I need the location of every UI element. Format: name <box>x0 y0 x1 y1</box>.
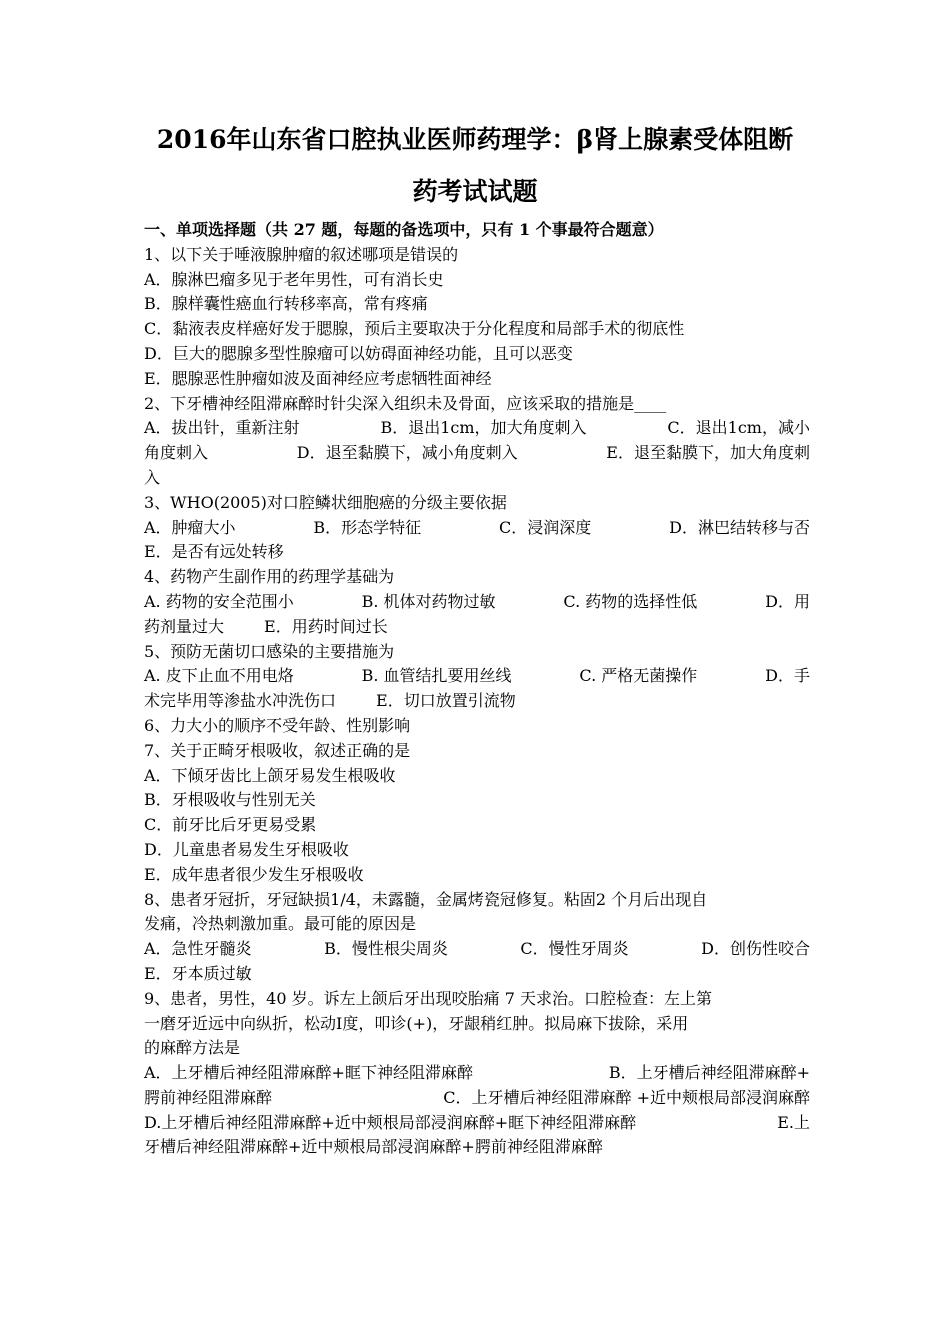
answer-option: E．成年患者很少发生牙根吸收 <box>144 864 364 884</box>
question-stem: 2、下牙槽神经阻滞麻醉时针尖深入组织未及骨面，应该采取的措施是____ <box>144 393 667 413</box>
answer-option: C. 药物的选择性低 <box>563 591 698 611</box>
answer-option: E．切口放置引流物 <box>376 691 516 711</box>
answer-option: D．退至黏膜下，减小角度刺入 <box>296 443 518 463</box>
answer-option: C．退出1cm，减小 <box>667 418 810 438</box>
answer-option: B．退出1cm，加大角度刺入 <box>380 418 587 438</box>
answer-option: 牙槽后神经阻滞麻醉+近中颊根局部浸润麻醉+腭前神经阻滞麻醉 <box>144 1137 603 1157</box>
answer-option: 药剂量过大 <box>144 616 225 636</box>
answer-option: D．创伤性咬合 <box>701 939 810 959</box>
options-row <box>144 615 810 640</box>
options-row <box>144 689 810 714</box>
options-row <box>144 1111 810 1136</box>
question-stem-continued: 的麻醉方法是 <box>144 1038 241 1058</box>
answer-option: A．腺淋巴瘤多见于老年男性，可有消长史 <box>144 269 444 289</box>
answer-option: C．慢性牙周炎 <box>520 939 629 959</box>
answer-option: C．浸润深度 <box>499 517 592 537</box>
question-stem-continued: 发痛，冷热刺激加重。最可能的原因是 <box>144 914 417 934</box>
question-stem: 7、关于正畸牙根吸收，叙述正确的是 <box>144 740 411 760</box>
answer-option: B．形态学特征 <box>313 517 422 537</box>
answer-option: 术完毕用等渗盐水冲洗伤口 <box>144 691 337 711</box>
answer-option: E．用药时间过长 <box>264 616 388 636</box>
question-stem: 3、WHO(2005)对口腔鳞状细胞癌的分级主要依据 <box>144 492 507 512</box>
options-row <box>144 590 810 615</box>
answer-option: C．黏液表皮样癌好发于腮腺，预后主要取决于分化程度和局部手术的彻底性 <box>144 319 685 339</box>
answer-option: C．上牙槽后神经阻滞麻醉 +近中颊根局部浸润麻醉 <box>443 1087 810 1107</box>
question-stem: 9、患者，男性，40 岁。诉左上颌后牙出现咬胎痛 7 天求治。口腔检查：左上第 <box>144 988 712 1008</box>
answer-option: A．拔出针，重新注射 <box>144 418 300 438</box>
answer-option: C．前牙比后牙更易受累 <box>144 815 317 835</box>
section-heading: 一、单项选择题（共 27 题，每题的备选项中，只有 1 个事最符合题意） <box>144 220 664 239</box>
answer-option: 角度刺入 <box>144 443 209 463</box>
options-row <box>144 516 810 541</box>
answer-option: A．下倾牙齿比上颌牙易发生根吸收 <box>144 765 396 785</box>
options-row <box>144 1061 810 1086</box>
document-title-line-2: 药考试试题 <box>412 177 538 206</box>
question-stem: 5、预防无菌切口感染的主要措施为 <box>144 641 395 661</box>
options-row <box>144 937 810 962</box>
answer-option: B．慢性根尖周炎 <box>324 939 448 959</box>
answer-option: D．用 <box>765 591 810 611</box>
answer-option: A．肿瘤大小 <box>144 517 236 537</box>
answer-option: E．是否有远处转移 <box>144 542 284 562</box>
answer-option: E.上 <box>777 1112 810 1132</box>
options-row <box>144 441 810 466</box>
question-stem-continued: 一磨牙近远中向纵折，松动Ⅰ度，叩诊(+)，牙龈稍红肿。拟局麻下拔除，采用 <box>144 1013 689 1033</box>
answer-option: B．上牙槽后神经阻滞麻醉+ <box>608 1063 810 1083</box>
document-title-line-1: 2016年山东省口腔执业医师药理学：β肾上腺素受体阻断 <box>156 125 794 154</box>
question-stem: 1、以下关于唾液腺肿瘤的叙述哪项是错误的 <box>144 244 459 264</box>
answer-option: B．牙根吸收与性别无关 <box>144 790 316 810</box>
answer-option: B．腺样囊性癌血行转移率高，常有疼痛 <box>144 294 428 314</box>
answer-option: D.上牙槽后神经阻滞麻醉+近中颊根局部浸润麻醉+眶下神经阻滞麻醉 <box>144 1112 637 1132</box>
answer-option: E．腮腺恶性肿瘤如波及面神经应考虑牺牲面神经 <box>144 368 492 388</box>
answer-option: 腭前神经阻滞麻醉 <box>144 1087 273 1107</box>
question-stem: 4、药物产生副作用的药理学基础为 <box>144 567 395 587</box>
answer-option: B. 机体对药物过敏 <box>361 591 496 611</box>
answer-option: A．急性牙髓炎 <box>144 939 252 959</box>
answer-option: E．退至黏膜下，加大角度刺 <box>606 443 810 463</box>
question-stem: 6、力大小的顺序不受年龄、性别影响 <box>144 715 411 735</box>
document-body <box>144 218 810 1160</box>
answer-option: A. 药物的安全范围小 <box>144 591 294 611</box>
question-stem: 8、患者牙冠折，牙冠缺损1/4，未露髓，金属烤瓷冠修复。粘固2 个月后出现自 <box>144 889 708 909</box>
answer-option: E．牙本质过敏 <box>144 963 252 983</box>
answer-option: D．淋巴结转移与否 <box>669 517 810 537</box>
answer-option: D．巨大的腮腺多型性腺瘤可以妨碍面神经功能，且可以恶变 <box>144 343 573 363</box>
answer-option: 入 <box>144 467 161 487</box>
answer-option: C. 严格无菌操作 <box>579 666 698 686</box>
answer-option: A. 皮下止血不用电烙 <box>144 666 294 686</box>
answer-option: A．上牙槽后神经阻滞麻醉+眶下神经阻滞麻醉 <box>144 1063 473 1083</box>
answer-option: D．儿童患者易发生牙根吸收 <box>144 839 349 859</box>
answer-option: D．手 <box>765 666 810 686</box>
options-row <box>144 1086 810 1111</box>
options-row <box>144 664 810 689</box>
answer-option: B. 血管结扎要用丝线 <box>361 666 512 686</box>
options-row <box>144 416 810 441</box>
